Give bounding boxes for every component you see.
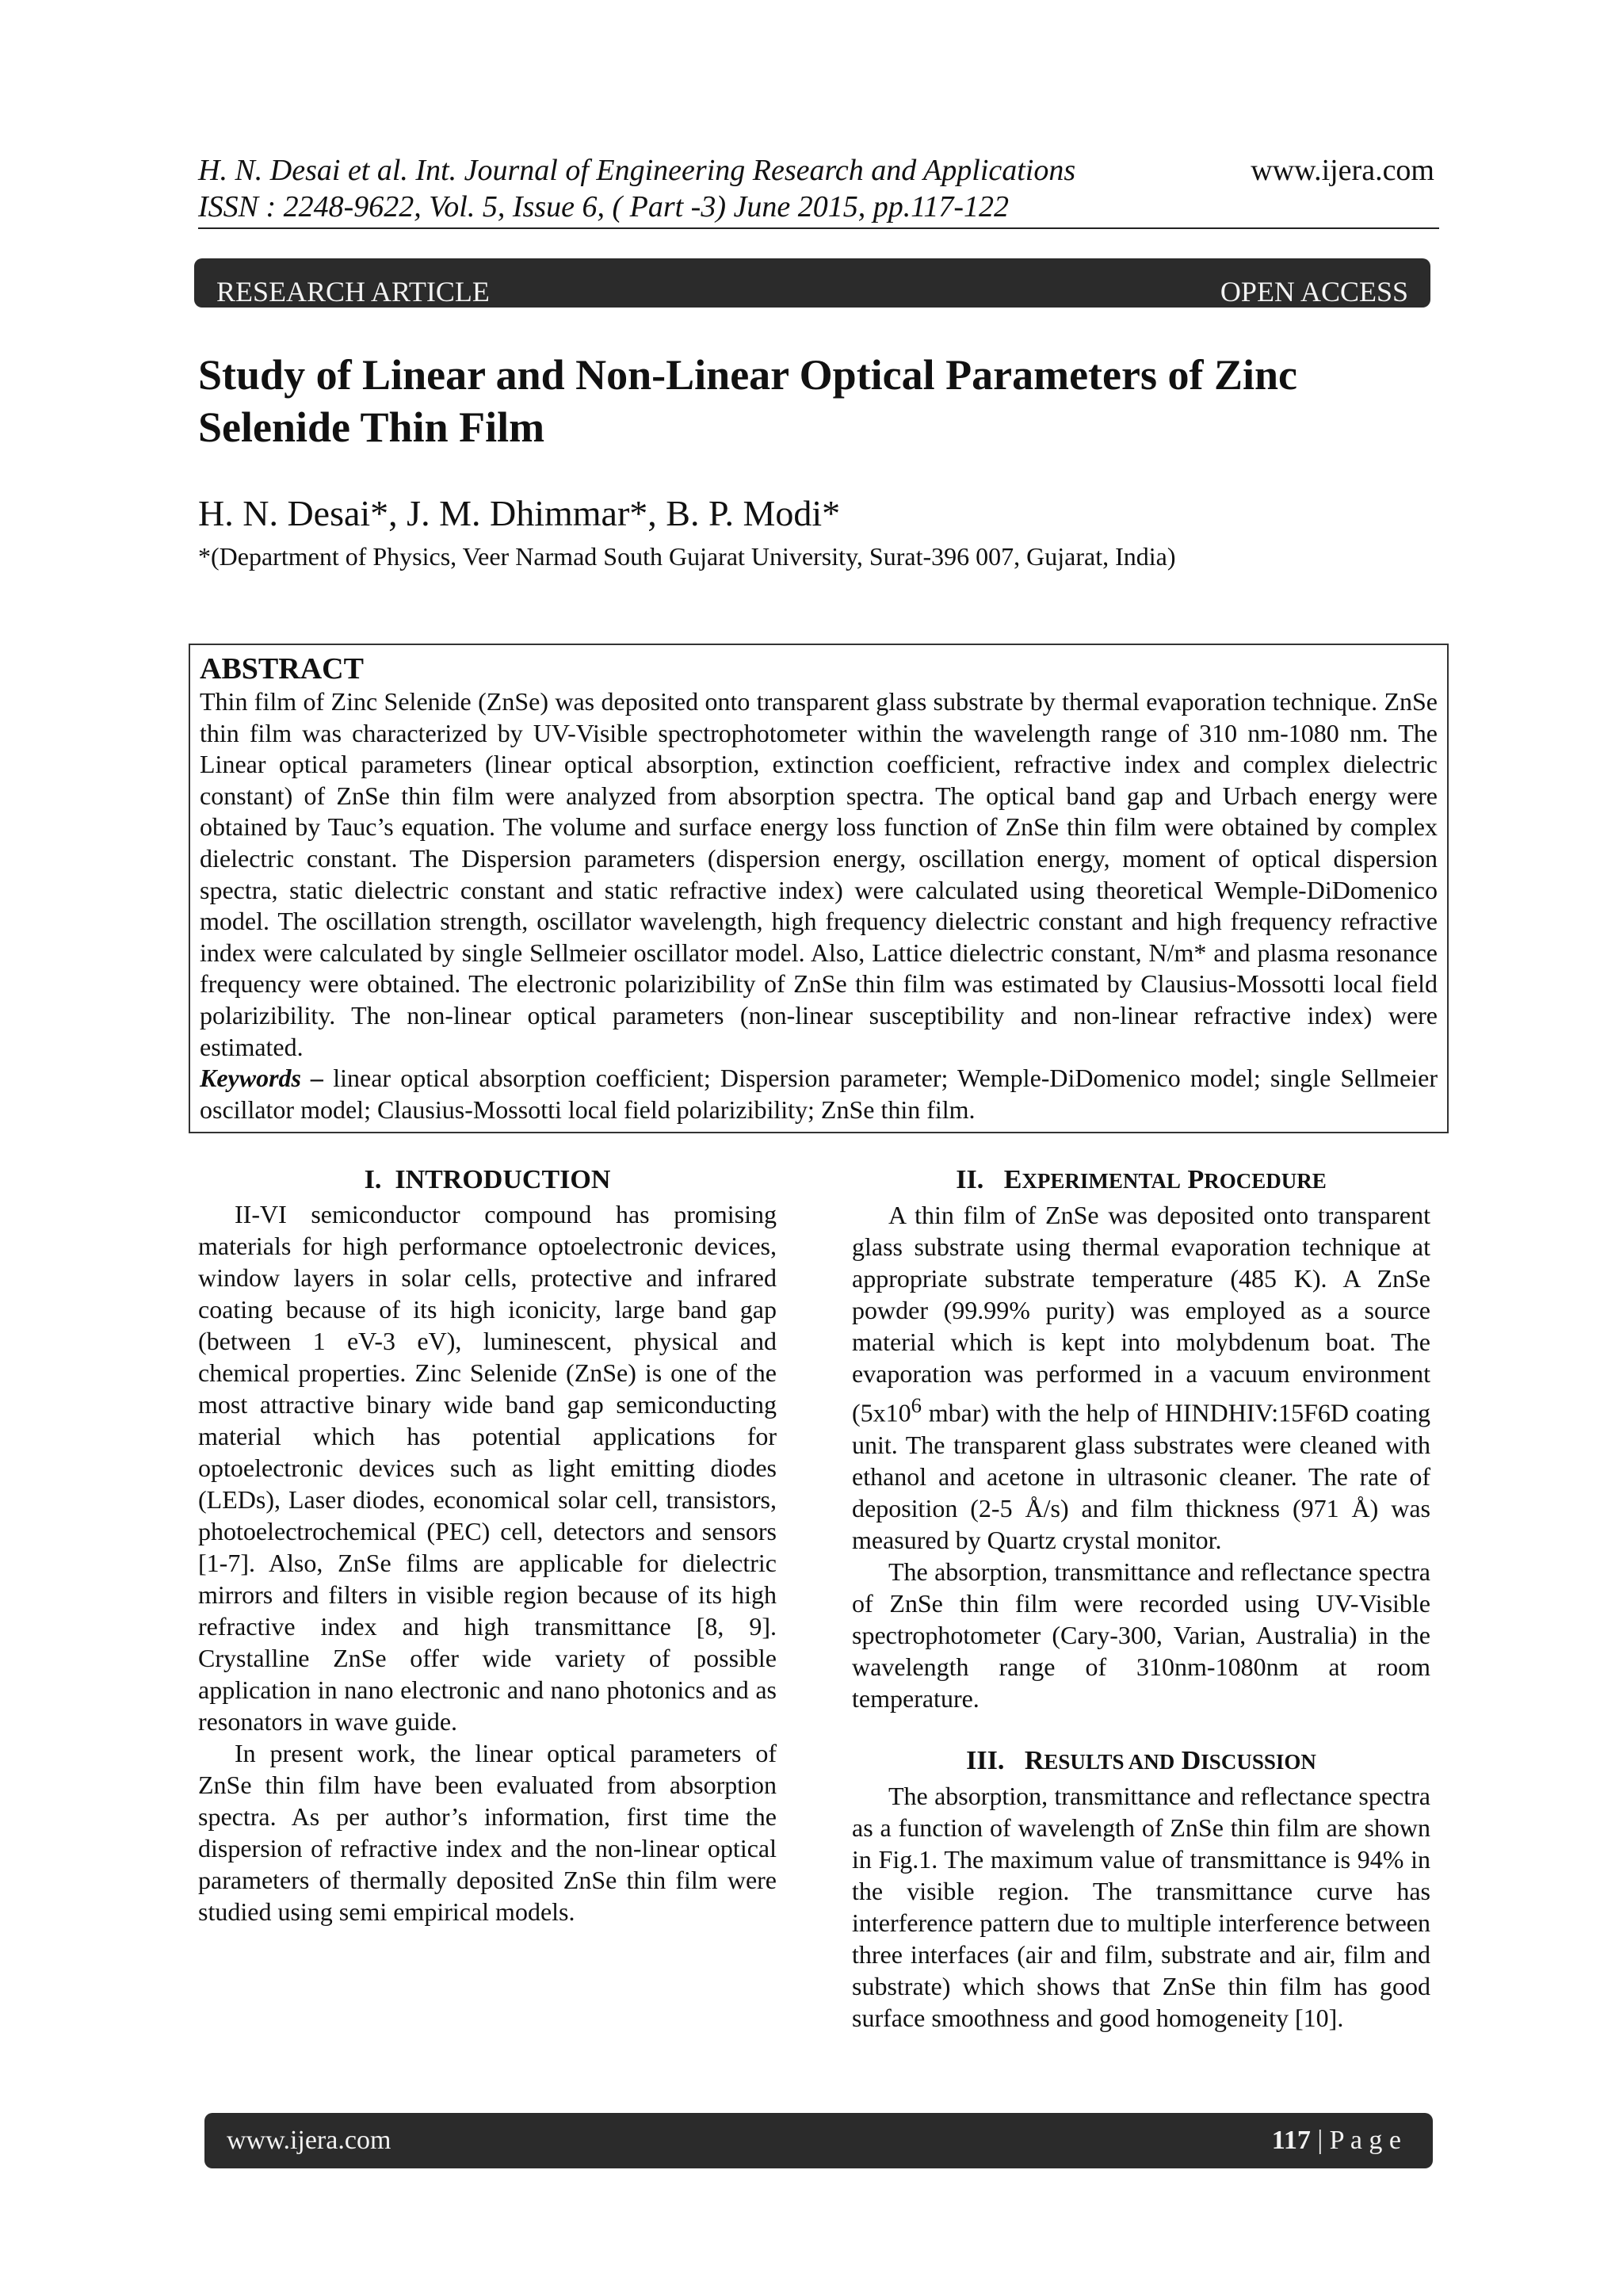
section-heading-introduction: I. INTRODUCTION — [364, 1165, 611, 1194]
section-heading-experimental: II. EXPERIMENTAL PROCEDURE — [956, 1165, 1327, 1194]
keywords-text: linear optical absorption coefficient; Dispersion parameter; Wemple-DiDomenico model; single Sellmeier oscillator model; Clausius-Mossotti local field polarizibility; ZnSe thin film. — [200, 1064, 1438, 1124]
journal-line: H. N. Desai et al. Int. Journal of Engineering Research and Applications — [198, 154, 1076, 187]
intro-paragraph-1: II-VI semiconductor compound has promising materials for high performance optoelectronic devices, window layers in solar cells, protective and infrared coating because of its high iconicity, large band gap (between 1 eV-3 eV), luminescent, physical and chemical properties. Zinc Selenide (ZnSe) is one of the most attractive binary wide band gap semiconducting material which has potential applications for optoelectronic devices such as light emitting diodes (LEDs), Laser diodes, economical solar cell, transistors, photoelectrochemical (PEC) cell, detectors and sensors [1-7]. Also, ZnSe films are applicable for dielectric mirrors and filters in visible region because of its high refractive index and high transmittance [8, 9]. Crystalline ZnSe offer wide variety of possible application in nano electronic and nano photonics and as resonators in wave guide. — [198, 1200, 777, 1736]
experimental-paragraph-2: The absorption, transmittance and reflectance spectra of ZnSe thin film were recorded using UV-Visible spectrophotometer (Cary-300, Varian, Australia) in the wavelength range of 310nm-1080nm at room temperature. — [852, 1557, 1430, 1713]
right-column — [852, 1163, 1430, 2034]
keywords-label: Keywords – — [200, 1064, 324, 1093]
header-rule — [198, 227, 1439, 229]
paper-title: Study of Linear and Non-Linear Optical Parameters of Zinc Selenide Thin Film — [198, 351, 1297, 451]
section-heading-results: III. RESULTS AND DISCUSSION — [966, 1745, 1316, 1775]
running-header — [198, 152, 1434, 225]
issn-line: ISSN : 2248-9622, Vol. 5, Issue 6, ( Part -3) June 2015, pp.117-122 — [198, 190, 1010, 223]
journal-website[interactable]: www.ijera.com — [1251, 154, 1434, 187]
intro-paragraph-2: In present work, the linear optical parameters of ZnSe thin film have been evaluated from absorption spectra. As per author’s information, first time the dispersion of refractive index and the non-linear optical parameters of thermally deposited ZnSe thin film were studied using semi empirical models. — [198, 1739, 777, 1926]
results-paragraph-1: The absorption, transmittance and reflectance spectra as a function of wavelength of ZnSe thin film are shown in Fig.1. The maximum value of transmittance is 94% in the visible region. The transmittance curve has interference pattern due to multiple interference between three interfaces (air and film, substrate and air, film and substrate) which shows that ZnSe thin film has good surface smoothness and good homogeneity [10]. — [852, 1781, 1430, 2032]
affiliation: *(Department of Physics, Veer Narmad South Gujarat University, Surat-396 007, Gujarat, India) — [198, 542, 1176, 571]
author-list: H. N. Desai*, J. M. Dhimmar*, B. P. Modi* — [198, 493, 841, 533]
page-indicator: 117 | P a g e — [1271, 2126, 1401, 2155]
research-article-label: RESEARCH ARTICLE — [216, 276, 490, 308]
page-footer — [204, 2113, 1433, 2168]
footer-website[interactable]: www.ijera.com — [227, 2126, 391, 2155]
article-type-banner — [194, 258, 1430, 308]
experimental-paragraph-1: A thin film of ZnSe was deposited onto transparent glass substrate using thermal evaporation technique at appropriate substrate temperature (485 K). A ZnSe powder (99.99% purity) was employed as a source material which is kept into molybdenum boat. The evaporation was performed in a vacuum environment ($5x10^6$ mbar) with the help of HINDHIV:15F6D coating unit. The transparent glass substrates were cleaned with ethanol and acetone in ultrasonic cleaner. The rate of deposition (2-5 Å/s) and film thickness (971 Å) was measured by Quartz crystal monitor. — [852, 1201, 1430, 1554]
page-number: 117 — [1271, 2126, 1311, 2155]
abstract-box — [189, 644, 1449, 1133]
abstract-heading: ABSTRACT — [200, 652, 364, 686]
keywords — [200, 1063, 1438, 1125]
abstract-text: Thin film of Zinc Selenide (ZnSe) was deposited onto transparent glass substrate by thermal evaporation technique. ZnSe thin film was characterized by UV-Visible spectrophotometer within the wavelength range of 310 nm-1080 nm. The Linear optical parameters (linear optical absorption, extinction coefficient, refractive index and complex dielectric constant) of ZnSe thin film were analyzed from absorption spectra. The optical band gap and Urbach energy were obtained by Tauc’s equation. The volume and surface energy loss function of ZnSe thin film were obtained by complex dielectric constant. The Dispersion parameters (dispersion energy, oscillation energy, moment of optical dispersion spectra, static dielectric constant and static refractive index) were calculated using theoretical Wemple-DiDomenico model. The oscillation strength, oscillator wavelength, high frequency dielectric constant and high frequency refractive index were calculated by single Sellmeier oscillator model. Also, Lattice dielectric constant, N/m* and plasma resonance frequency were obtained. The electronic polarizibility of ZnSe thin film was estimated by Clausius-Mossotti local field polarizibility. The non-linear optical parameters (non-linear susceptibility and non-linear refractive index) were estimated. — [200, 687, 1438, 1061]
left-column — [198, 1163, 777, 1927]
open-access-label: OPEN ACCESS — [1220, 276, 1408, 308]
